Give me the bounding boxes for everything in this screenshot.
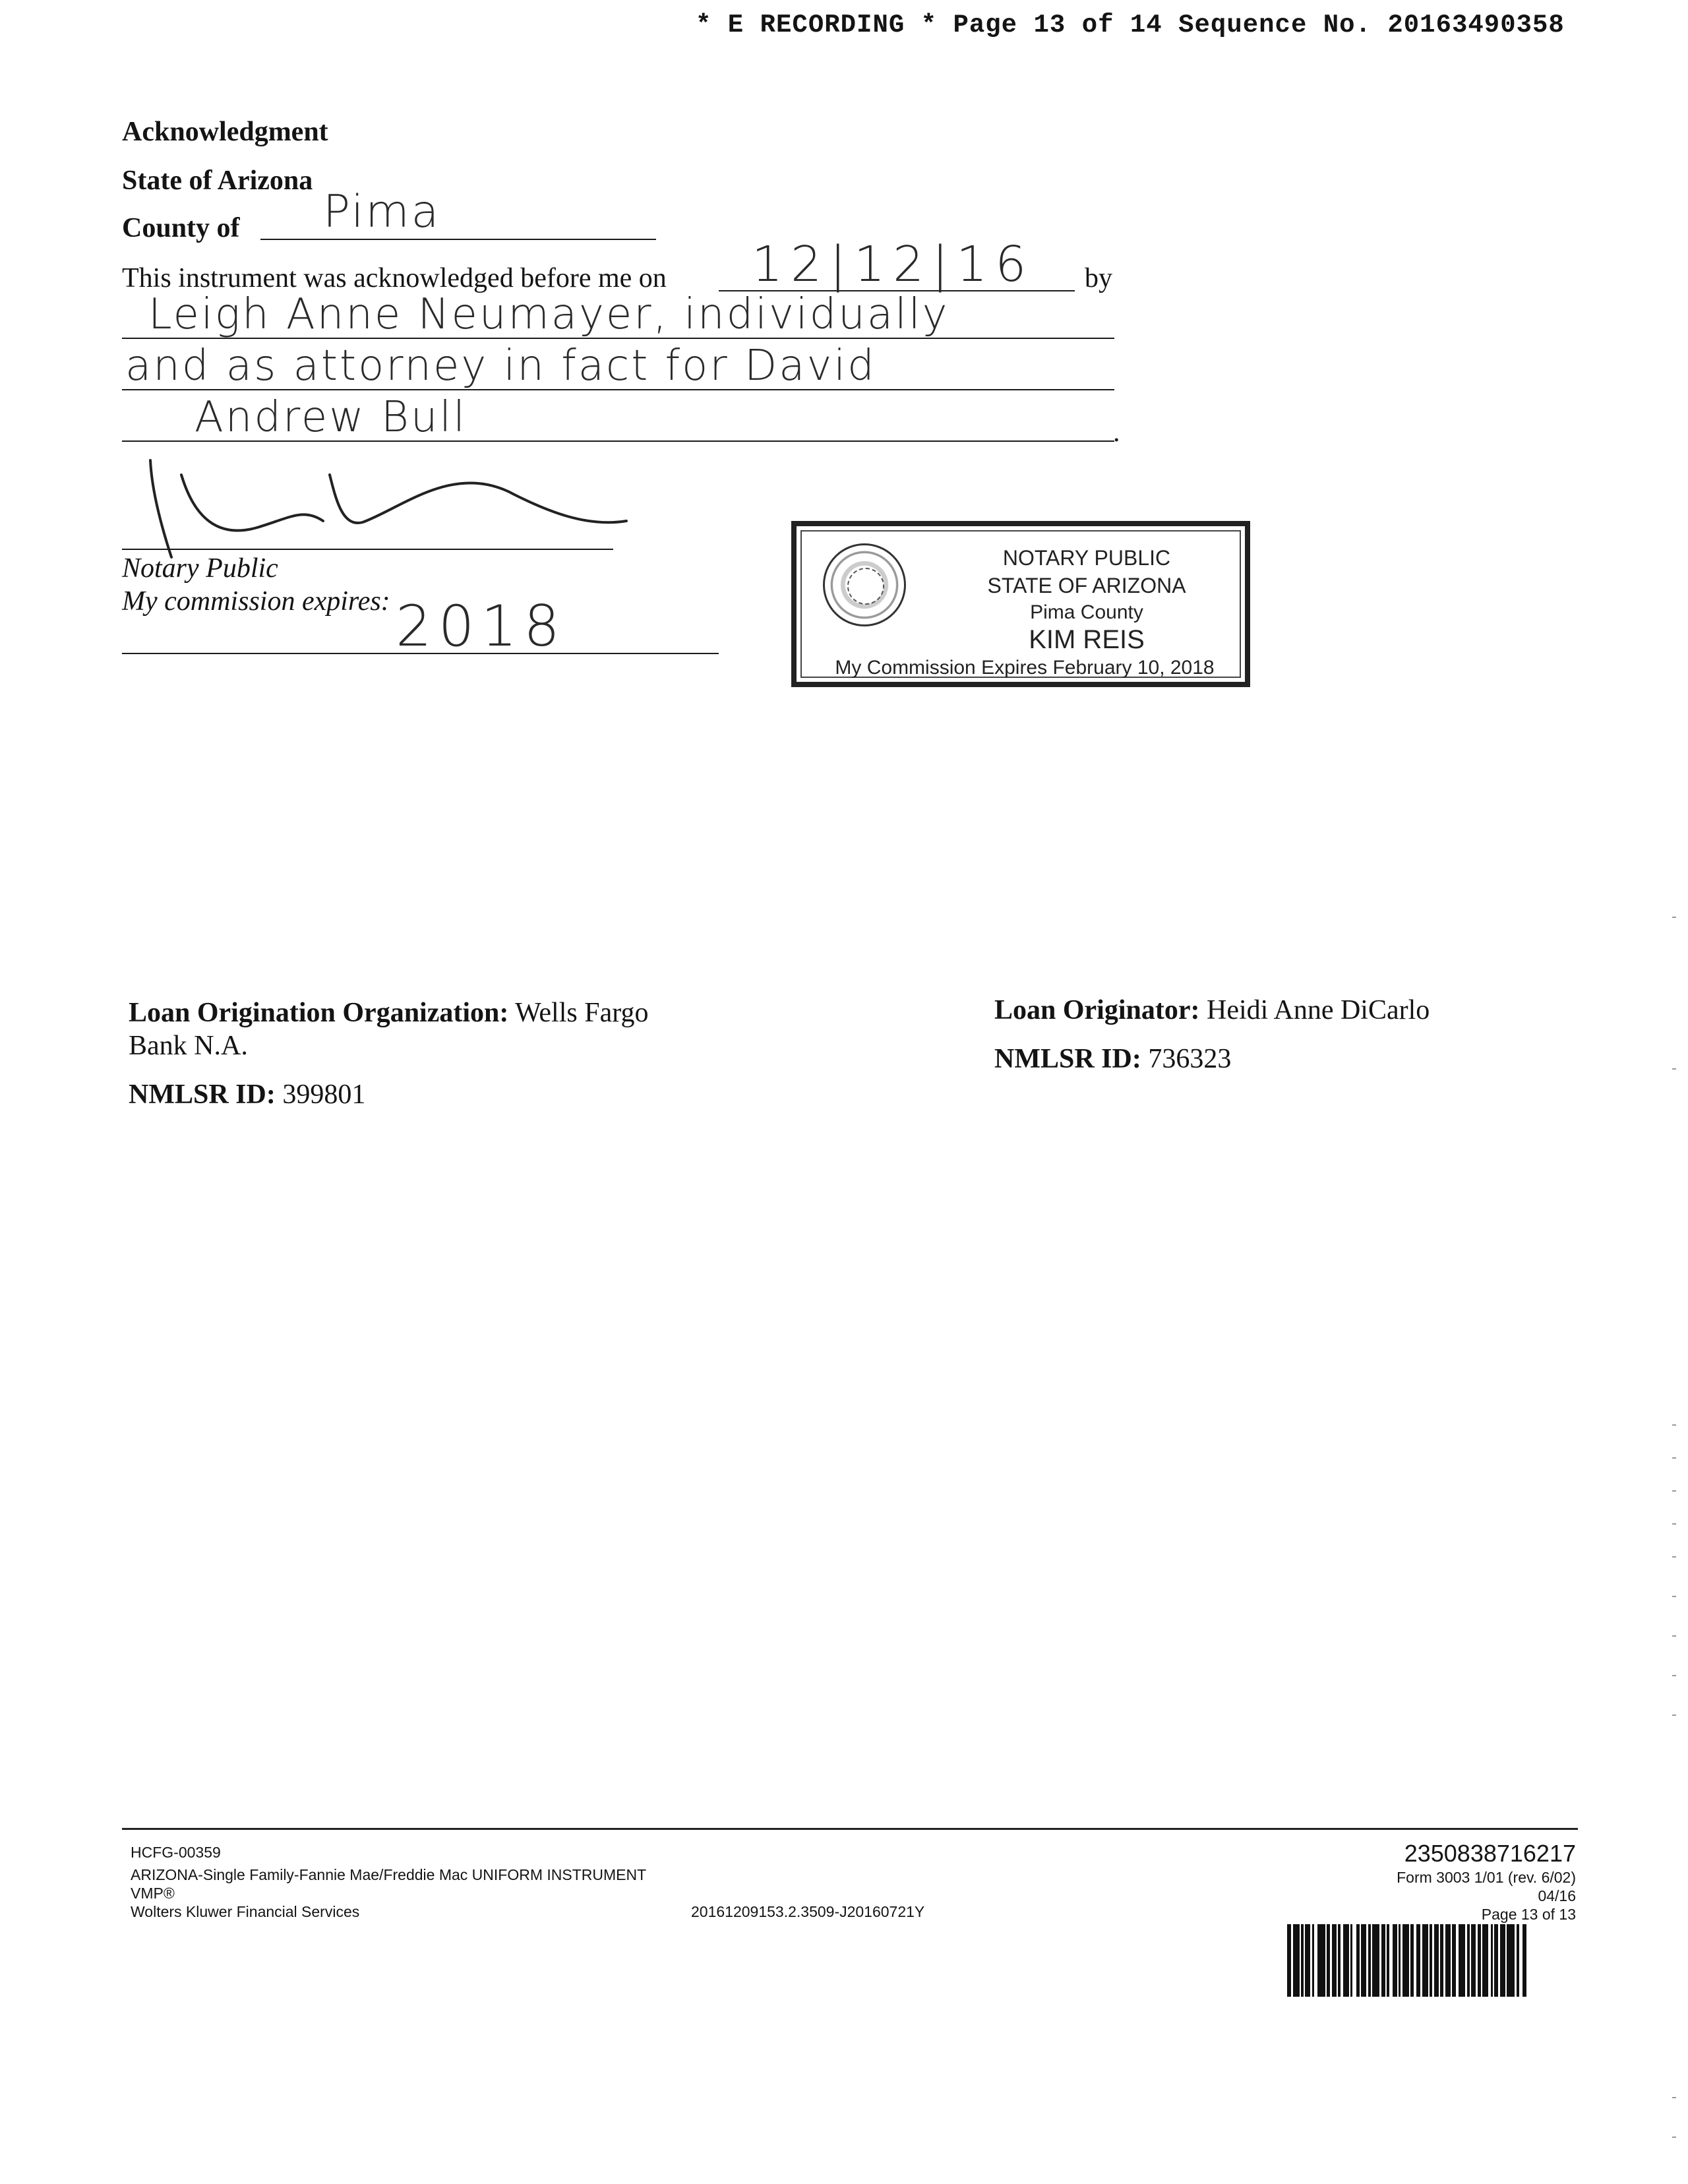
county-underline [260, 239, 656, 240]
vmp-label: VMP® [131, 1885, 175, 1902]
loan-org-value-2: Bank N.A. [129, 1031, 248, 1061]
stamp-line-2: STATE OF ARIZONA [987, 574, 1186, 597]
signature-line [122, 549, 613, 550]
name-handwritten-1: Leigh Anne Neumayer, individually [148, 290, 950, 339]
barcode-bar [1332, 1924, 1337, 1997]
barcode-bar [1305, 1924, 1310, 1997]
barcode-bar [1422, 1924, 1428, 1997]
loan-originator-nmlsr-label: NMLSR ID: [994, 1044, 1141, 1074]
barcode-bar [1507, 1924, 1515, 1997]
footer-rule [122, 1828, 1578, 1830]
barcode-bar [1471, 1924, 1476, 1997]
by-label: by [1085, 263, 1112, 293]
state-seal-icon [823, 543, 906, 626]
loan-org-nmlsr-line [129, 1079, 365, 1110]
loan-originator-nmlsr-value: 736323 [1148, 1044, 1232, 1074]
notary-stamp [791, 521, 1250, 687]
acknowledgment-title: Acknowledgment [122, 117, 328, 147]
loan-originator-nmlsr-line [994, 1043, 1231, 1075]
date-handwritten: 12|12|16 [752, 236, 1035, 293]
form-date: 04/16 [1538, 1887, 1576, 1904]
loan-org-value-1: Wells Fargo [515, 998, 649, 1028]
loan-originator-label: Loan Originator: [994, 995, 1200, 1025]
instrument-text: This instrument was acknowledged before me on [122, 263, 667, 293]
barcode-bar [1361, 1924, 1366, 1997]
barcode-bar [1445, 1924, 1451, 1997]
commission-label: My commission expires: [122, 586, 390, 617]
barcode-bar [1459, 1924, 1465, 1997]
barcode-bar [1434, 1924, 1439, 1997]
scan-mark [1672, 1596, 1676, 1597]
county-label: County of [122, 213, 240, 243]
loan-org-line [129, 997, 648, 1029]
barcode-bar [1343, 1924, 1349, 1997]
barcode-bar [1372, 1924, 1379, 1997]
commission-handwritten: 2018 [396, 593, 566, 659]
loan-org-nmlsr-label: NMLSR ID: [129, 1079, 276, 1110]
scan-mark [1672, 1457, 1676, 1459]
barcode-bar [1500, 1924, 1505, 1997]
publisher-label: Wolters Kluwer Financial Services [131, 1903, 360, 1920]
loan-originator-value: Heidi Anne DiCarlo [1207, 995, 1430, 1025]
stamp-line-1: NOTARY PUBLIC [1002, 546, 1171, 570]
barcode-bar [1317, 1924, 1325, 1997]
name-handwritten-3: Andrew Bull [195, 393, 467, 442]
instrument-name: ARIZONA-Single Family-Fannie Mae/Freddie Mac UNIFORM INSTRUMENT [131, 1866, 647, 1883]
barcode-bar [1482, 1924, 1488, 1997]
barcode-bar [1402, 1924, 1409, 1997]
barcode-image [1287, 1924, 1576, 1997]
loan-org-nmlsr-value: 399801 [282, 1079, 366, 1110]
document-id: 20161209153.2.3509-J20160721Y [691, 1903, 925, 1920]
stamp-line-3: Pima County [1030, 601, 1143, 623]
county-handwritten: Pima [323, 186, 441, 238]
stamp-line-4: KIM REIS [1029, 625, 1145, 654]
scan-mark [1672, 2137, 1676, 2138]
name-handwritten-2: and as attorney in fact for David [125, 342, 876, 390]
notary-public-label: Notary Public [122, 553, 278, 584]
page-info: Page 13 of 13 [1481, 1906, 1576, 1923]
stamp-line-5: My Commission Expires February 10, 2018 [835, 657, 1215, 679]
scan-mark [1672, 1523, 1676, 1525]
barcode-bar [1393, 1924, 1397, 1997]
loan-originator-line [994, 994, 1430, 1026]
scan-mark [1672, 1635, 1676, 1637]
scan-mark [1672, 1068, 1676, 1070]
form-number: Form 3003 1/01 (rev. 6/02) [1397, 1869, 1576, 1886]
form-code: HCFG-00359 [131, 1844, 221, 1861]
barcode-bar [1293, 1924, 1300, 1997]
name-period: . [1113, 417, 1120, 448]
scan-mark [1672, 2097, 1676, 2098]
loan-org-label: Loan Origination Organization: [129, 998, 509, 1028]
scan-mark [1672, 1490, 1676, 1492]
state-label: State of Arizona [122, 166, 313, 196]
scan-mark [1672, 1424, 1676, 1426]
barcode-bar [1522, 1924, 1526, 1997]
scan-mark [1672, 1714, 1676, 1716]
scan-mark [1672, 917, 1676, 918]
scan-mark [1672, 1675, 1676, 1676]
recording-header: * E RECORDING * Page 13 of 14 Sequence No. 20163490358 [696, 11, 1565, 40]
loan-number: 2350838716217 [1404, 1840, 1576, 1867]
scan-mark [1672, 1556, 1676, 1558]
